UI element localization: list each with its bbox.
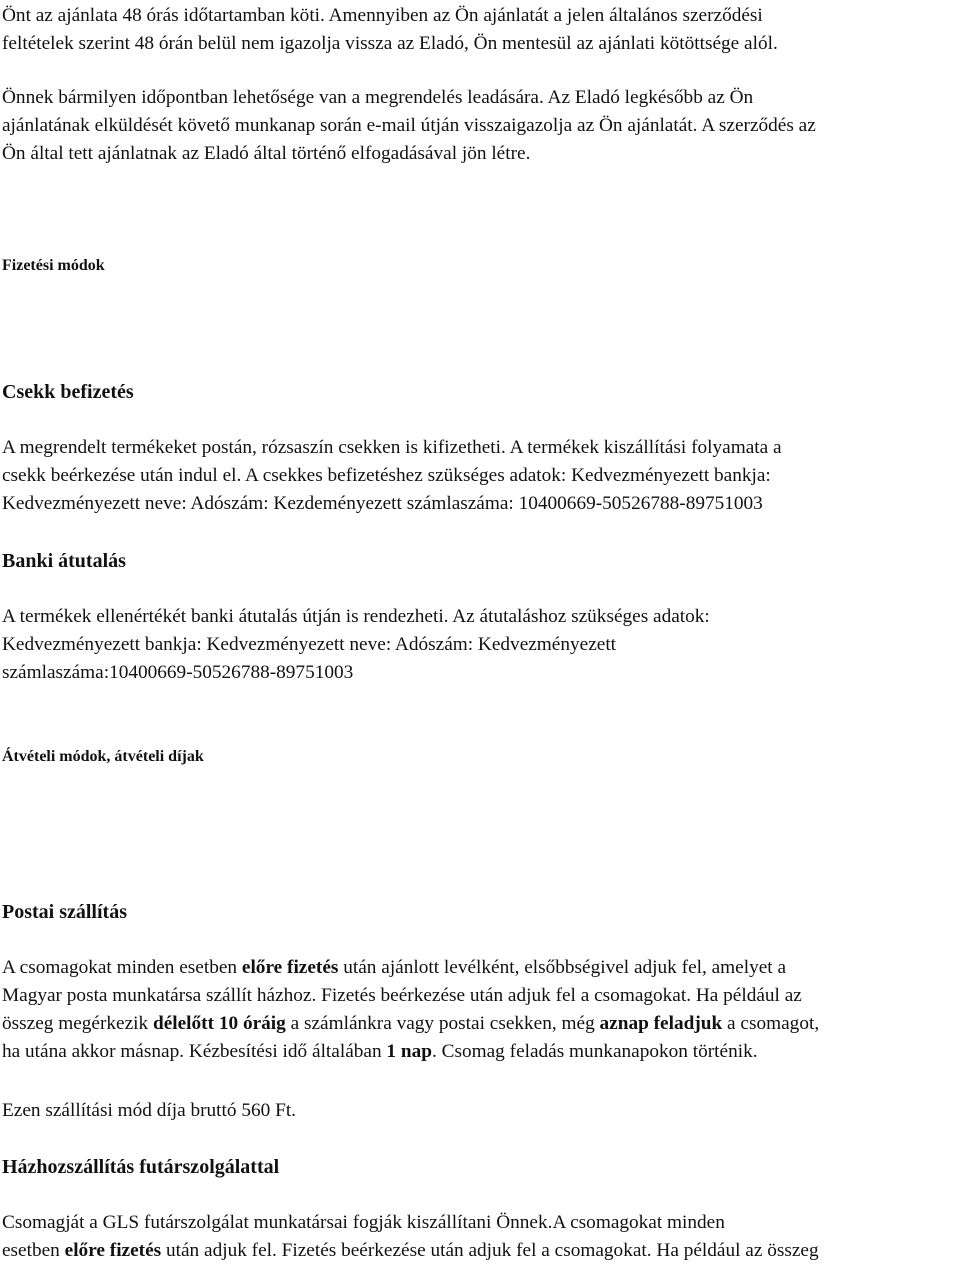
bank-transfer-paragraph: A termékek ellenértékét banki átutalás útján is rendezheti. Az átutaláshoz szükséges adatok: Kedvezményezett bankja: Kedvezményezett neve: Adószám: Kedvezményezett számlaszáma:10400669-50526788-89751003: [2, 606, 710, 683]
payment-methods-heading: Fizetési módok: [2, 257, 105, 274]
postal-fee-paragraph: Ezen szállítási mód díja bruttó 560 Ft.: [2, 1100, 296, 1121]
bank-transfer-heading: Banki átutalás: [2, 550, 126, 572]
cheque-payment-heading: Csekk befizetés: [2, 381, 134, 403]
postal-delivery-paragraph: A csomagokat minden esetben előre fizetés után ajánlott levélként, elsőbbségivel adjuk fel, amelyet a Magyar posta munkatársa szállít házhoz. Fizetés beérkezése után adjuk fel a csomagokat. Ha például az összeg megérkezik délelőtt 10 óráig a számlánkra vagy postai csekken, még aznap feladjuk a csomagot, ha utána akkor másnap. Kézbesítési idő általában 1 nap. Csomag feladás munkanapokon történik.: [2, 957, 820, 1062]
offer-validity-paragraph: Önt az ajánlata 48 órás időtartamban köti. Amennyiben az Ön ajánlatát a jelen általános szerződési feltételek szerint 48 órán belül nem igazolja vissza az Eladó, Ön mentesül az ajánlati kötöttsége alól.: [2, 5, 778, 54]
courier-delivery-heading: Házhozszállítás futárszolgálattal: [2, 1156, 280, 1178]
cheque-payment-paragraph: A megrendelt termékeket postán, rózsaszín csekken is kifizetheti. A termékek kiszállítási folyamata a csekk beérkezése után indul el. A csekkes befizetéshez szükséges adatok: Kedvezményezett bankja: Kedvezményezett neve: Adószám: Kezdeményezett számlaszáma: 10400669-50526788-89751003: [2, 437, 782, 514]
courier-delivery-paragraph: Csomagját a GLS futárszolgálat munkatársai fogják kiszállítani Önnek.A csomagokat minden esetben előre fizetés után adjuk fel. Fizetés beérkezése után adjuk fel a csomagokat. Ha például az összeg: [2, 1212, 819, 1261]
delivery-methods-heading: Átvételi módok, átvételi díjak: [2, 748, 204, 765]
postal-delivery-heading: Postai szállítás: [2, 901, 127, 923]
order-placement-paragraph: Önnek bármilyen időpontban lehetősége van a megrendelés leadására. Az Eladó legkésőbb az Ön ajánlatának elküldését követő munkanap során e-mail útján visszaigazolja az Ön ajánlatát. A szerződés az Ön által tett ajánlatnak az Eladó által történő elfogadásával jön létre.: [2, 87, 816, 164]
